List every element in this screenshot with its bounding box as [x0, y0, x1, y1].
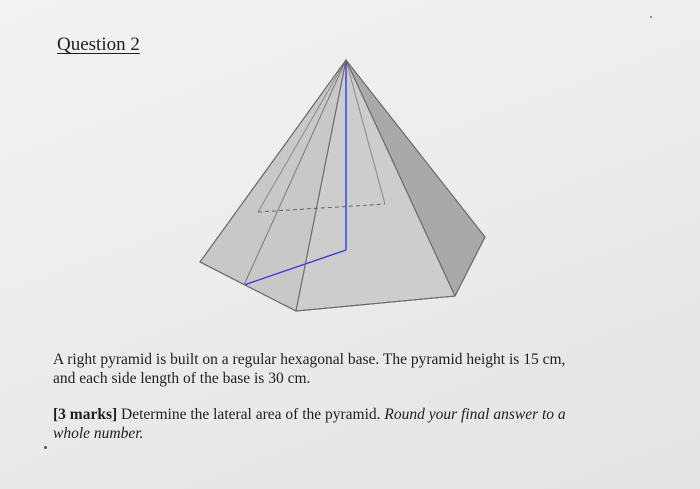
question-title: Question 2 [57, 34, 140, 55]
margin-dot [44, 446, 47, 449]
task-text: Determine the lateral area of the pyramid. [117, 406, 385, 423]
statement-line-1: A right pyramid is built on a regular hexagonal base. The pyramid height is 15 cm, [53, 351, 566, 368]
statement-line-2: and each side length of the base is 30 cm. [53, 370, 311, 387]
instruction-line-2: whole number. [53, 425, 144, 442]
paper-speck [650, 16, 652, 18]
problem-task [53, 405, 643, 443]
marks-label: [3 marks] [53, 406, 118, 423]
problem-statement [53, 350, 643, 388]
hexagonal-pyramid-diagram [195, 55, 490, 315]
instruction-line-1: Round your final answer to a [384, 406, 566, 423]
